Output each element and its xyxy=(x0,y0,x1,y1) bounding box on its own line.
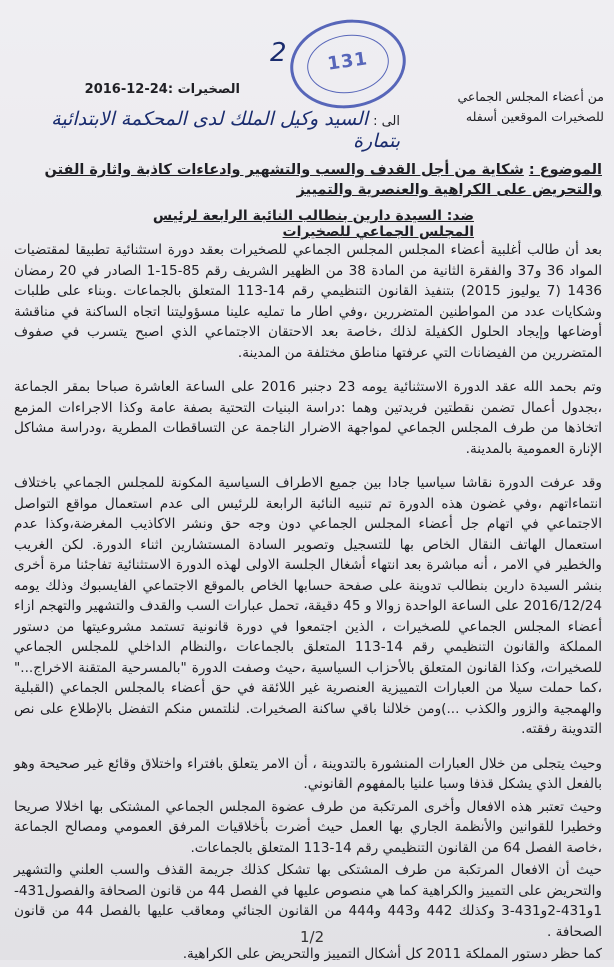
sender-block xyxy=(444,87,604,127)
handwritten-mark: 2 xyxy=(270,38,287,68)
body-paragraph: وقد عرفت الدورة نقاشا سياسيا جادا بين جميع الاطراف السياسية المكونة للمجلس الجماعي باختلاف انتماءاتهم ،وفي غضون هذه الدورة تم تنبيه النائبة الرابعة للرئيس الى عدم استعمال مواقع التواصل الاجتماعي في اتهام جل أعضاء المجلس الجماعي دون وجه حق ونشر الاكاذيب المغرضة،وكذا عدم استعمال الهاتف النقال الخاص بها للتسجيل وتصوير السادة المستشارين اثناء الدورة. لكن الغريب والخطير في الامر ، أنه مباشرة بعد انتهاء أشغال الجلسة الاولى لهذه الدورة الاستثنائية تفاجئنا مرة أخرى بنشر السيدة دارين بنطالب تدوينة على صفحة حسابها الخاص بالموقع الاجتماعي الفايسبوك وذلك يومه 2016/12/24 على الساعة الواحدة زوالا و 45 دقيقة، تحمل عبارات السب والقدف والتشهير والتهجم ازاء أعضاء المجلس الجماعي للصخيرات ، الذين اجتمعوا في دورة قانونية تستمد مشروعيتها من دستور المملكة والقانون التنظيمي رقم 14-113 المتعلق بالجماعات ،والنظام الداخلي للمجلس الجماعي للصخيرات، وكذا القانون المتعلق بالأحزاب السياسية ،حيث وصفت الدورة "بالمسرحية المتقنة الاخراج..." ،كما حملت سيلا من العبارات التمييزية العنصرية غير اللائقة في حق أعضاء بالمجلس الجماعي (القبلية والهمجية والزور والكذب ...)ومن خلالنا باقي ساكنة الصخيرات. لنلتمس منكم التفضل بالإطلاع على نص التدوينة رفقته. xyxy=(14,475,602,737)
body-paragraph: وحيث يتجلى من خلال العبارات المنشورة بالتدوينة ، أن الامر يتعلق بافتراء واختلاق وقائع غير صحيحة وهو بالفعل الذي يشكل قذفا وسبا علنيا بالمفهوم القانوني. xyxy=(14,755,602,792)
body-paragraph: بعد أن طالب أغلبية أعضاء المجلس المجلس الجماعي للصخيرات بعقد دورة استثنائية تطبيقا لمقتضيات المواد 36 و37 والفقرة الثانية من المادة 38 من الظهير الشريف رقم 85-15-1 الصادر في 20 رمضان 1436 (7 يوليوز 2015) بتنفيذ القانون التنظيمي رقم 14-113 المتعلق بالجماعات .وبناء على طلبات وشكايات عدد من المواطنين المتضررين ،وفي اطار ما تمليه علينا مسؤوليتنا اتجاه الساكنة في مناقشة أوضاعها وإيجاد الحلول الكفيلة لذلك ،خاصة بعد الاحتقان الاجتماعي الذي اصبح يتسرب في صفوف المتضررين من الفيضانات التي عرفتها مناطق مختلفة من المدينة. xyxy=(14,242,603,361)
body-paragraph: وتم بحمد الله عقد الدورة الاستثنائية يومه 23 دجنبر 2016 على الساعة العاشرة صباحا بمقر الجماعة ،بجدول أعمال تضمن نقطتين فريدتين وهما :دراسة البنيات التحتية بصفة عامة وكذا الاجراءات المزمع اتخاذها من طرف المجلس الجماعي لمواجهة الاضرار الناجمة عن التساقطات المطرية ،ودراسة مشاكل الإنارة العمومية بالمدينة. xyxy=(14,379,602,457)
recipient-line xyxy=(20,108,400,152)
sender-line-1: من أعضاء المجلس الجماعي xyxy=(457,89,604,104)
body-paragraph: كما حظر دستور المملكة 2011 كل أشكال التمييز والتحريض على الكراهية. xyxy=(182,946,602,962)
subject-label: الموضوع : xyxy=(528,162,602,178)
subject-text: شكاية من أجل القدف والسب والتشهير وادعاءات كاذبة واثارة الفتن والتحريض على الكراهية والعنصرية والتمييز xyxy=(44,162,602,198)
body-paragraph: حيث أن الافعال المرتكبة من طرف المشتكى بها تشكل كذلك جريمة القذف والسب العلني والتشهير والتحريض على التمييز والكراهية كما هي منصوص عليها في الفصل 44 من قانون الصحافة والفصول431-1و431-2و431-3 وكذلك 442 و443 و444 من القانون الجنائي ومعاقب عليها بالفصل 44 من قانون الصحافة . xyxy=(14,862,602,940)
sender-line-2: للصخيرات الموقعين أسفله xyxy=(465,109,604,124)
against-line: ضد: السيدة دارين بنطالب النائبة الرابعة لرئيس المجلس الجماعي للصخيرات xyxy=(152,208,474,240)
subject-line xyxy=(22,160,602,200)
official-stamp xyxy=(284,12,411,115)
page-number: 1/2 xyxy=(300,928,325,946)
complaint-body xyxy=(14,240,602,967)
document-date: الصخيرات :24-12-2016 xyxy=(84,82,240,97)
body-paragraph: وحيث تعتبر هذه الافعال وأخرى المرتكبة من طرف عضوة المجلس الجماعي المشتكى بها اخلالا صريحا وخطيرا للقوانين والأنظمة الجاري بها العمل حيث أضرت بأخلاقيات المرفق العمومي ومصالح الجماعة ،خاصة الفصل 64 من القانون التنظيمي رقم 14-113 المتعلق بالجماعات. xyxy=(14,798,602,856)
stamp-number: 131 xyxy=(326,48,370,75)
recipient-label: الى : xyxy=(373,114,400,129)
recipient-handwritten: السيد وكيل الملك لدى المحكمة الابتدائية بتمارة xyxy=(51,108,400,152)
